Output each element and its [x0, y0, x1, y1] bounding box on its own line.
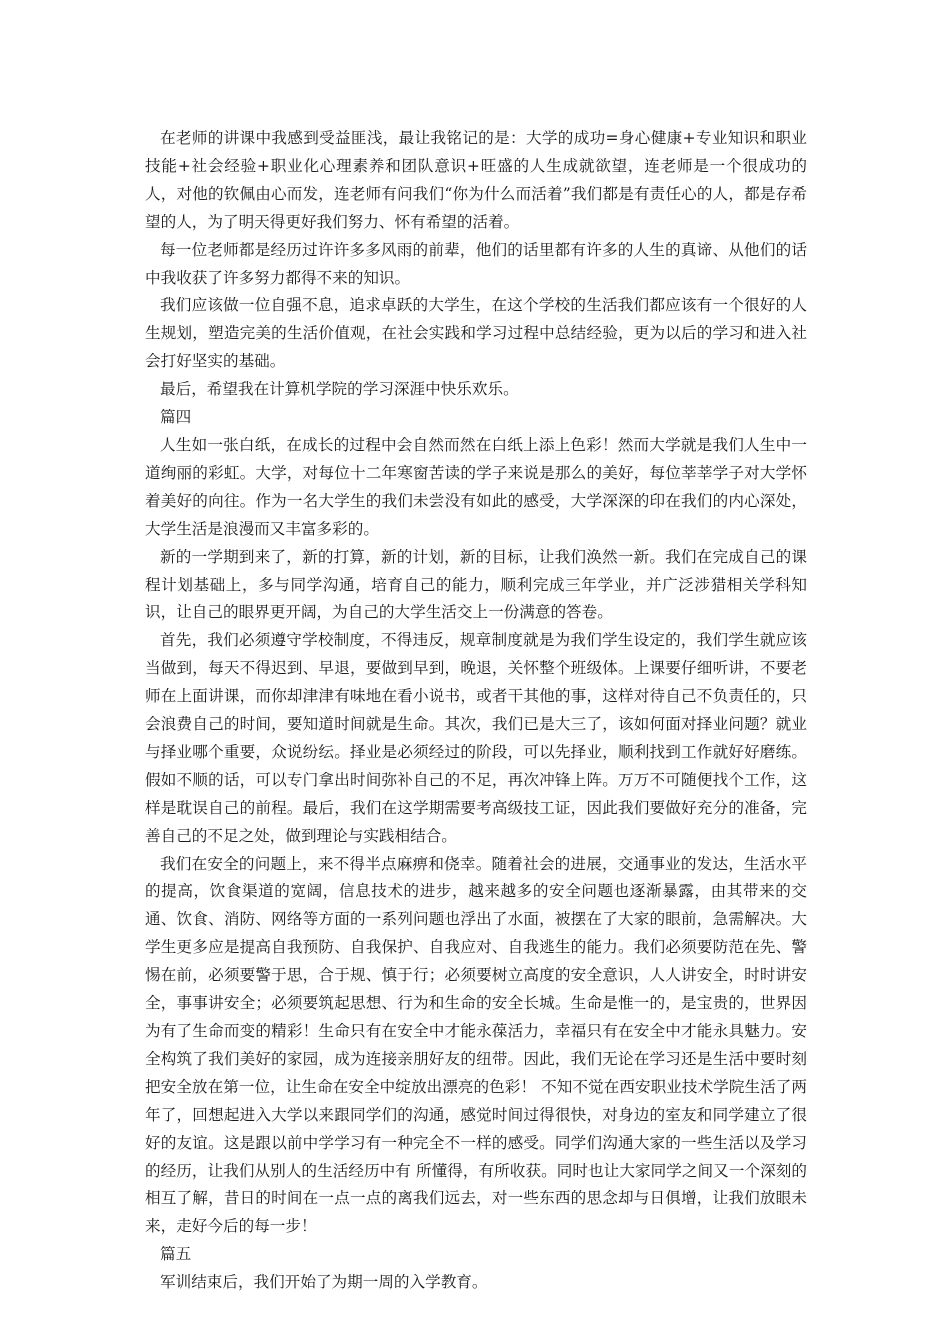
paragraph: 新的一学期到来了，新的打算，新的计划，新的目标，让我们涣然一新。我们在完成自己的课程计划基础上，多与同学沟通，培育自己的能力，顺利完成三年学业，并广泛涉猎相关学科知识，让自己的眼界更开阔，为自己的大学生活交上一份满意的答卷。 [145, 547, 807, 622]
paragraph: 在老师的讲课中我感到受益匪浅，最让我铭记的是：大学的成功=身心健康+专业知识和职业技能+社会经验+职业化心理素养和团队意识+旺盛的人生成就欲望，连老师是一个很成功的人，对他的钦佩由心而发，连老师有问我们“你为什么而活着”我们都是有责任心的人，都是存希望的人，为了明天得更好我们努力、怀有希望的活着。 [145, 129, 807, 231]
paragraph: 首先，我们必须遵守学校制度，不得违反，规章制度就是为我们学生设定的，我们学生就应该当做到，每天不得迟到、早退，要做到早到，晚退，关怀整个班级体。上课要仔细听讲，不要老师在上面讲课，而你却津津有味地在看小说书，或者干其他的事，这样对待自己不负责任的，只会浪费自己的时间，要知道时间就是生命。其次，我们已是大三了，该如何面对择业问题？就业与择业哪个重要，众说纷纭。择业是必须经过的阶段，可以先择业，顺利找到工作就好好磨练。假如不顺的话，可以专门拿出时间弥补自己的不足，再次冲锋上阵。万万不可随便找个工作，这样是耽误自己的前程。最后，我们在这学期需要考高级技工证，因此我们要做好充分的准备，完善自己的不足之处，做到理论与实践相结合。 [145, 631, 807, 845]
paragraph: 军训结束后，我们开始了为期一周的入学教育。 [160, 1273, 488, 1292]
paragraph: 人生如一张白纸，在成长的过程中会自然而然在白纸上添上色彩！然而大学就是我们人生中一道绚丽的彩虹。大学，对每位十二年寒窗苦读的学子来说是那么的美好，每位莘莘学子对大学怀着美好的向往。作为一名大学生的我们未尝没有如此的感受，大学深深的印在我们的内心深处，大学生活是浪漫而又丰富多彩的。 [145, 435, 807, 538]
paragraph: 最后，希望我在计算机学院的学习深涯中快乐欢乐。 [160, 380, 519, 399]
paragraph: 我们应该做一位自强不息，追求卓跃的大学生，在这个学校的生活我们都应该有一个很好的人生规划，塑造完美的生活价值观，在社会实践和学习过程中总结经验，更为以后的学习和进入社会打好坚实的基础。 [145, 296, 807, 371]
document-body [145, 125, 807, 1297]
paragraph: 每一位老师都是经历过许许多多风雨的前辈，他们的话里都有许多的人生的真谛、从他们的话中我收获了许多努力都得不来的知识。 [145, 240, 807, 287]
paragraph: 我们在安全的问题上，来不得半点麻痹和侥幸。随着社会的进展，交通事业的发达，生活水平的提高，饮食渠道的宽阔，信息技术的进步，越来越多的安全问题也逐渐暴露，由其带来的交通、饮食、消防、网络等方面的一系列问题也浮出了水面，被摆在了大家的眼前，急需解决。大学生更多应是提高自我预防、自我保护、自我应对、自我逃生的能力。我们必须要防范在先、警惕在前，必须要警于思，合于规、慎于行；必须要树立高度的安全意识，人人讲安全，时时讲安全，事事讲安全；必须要筑起思想、行为和生命的安全长城。生命是惟一的，是宝贵的，世界因为有了生命而变的精彩！生命只有在安全中才能永葆活力，幸福只有在安全中才能永具魅力。安全构筑了我们美好的家园，成为连接亲朋好友的纽带。因此，我们无论在学习还是生活中要时刻把安全放在第一位，让生命在安全中绽放出漂亮的色彩！ 不知不觉在西安职业技术学院生活了两年了，回想起进入大学以来跟同学们的沟通，感觉时间过得很快，对身边的室友和同学建立了很好的友谊。这是跟以前中学学习有一种完全不一样的感受。同学们沟通大家的一些生活以及学习的经历，让我们从别人的生活经历中有 所懂得，有所收获。同时也让大家同学之间又一个深刻的相互了解，昔日的时间在一点一点的离我们远去，对一些东西的思念却与日俱增，让我们放眼未来，走好今后的每一步！ [145, 854, 807, 1236]
section-heading: 篇五 [160, 1245, 192, 1264]
section-heading: 篇四 [160, 408, 192, 427]
